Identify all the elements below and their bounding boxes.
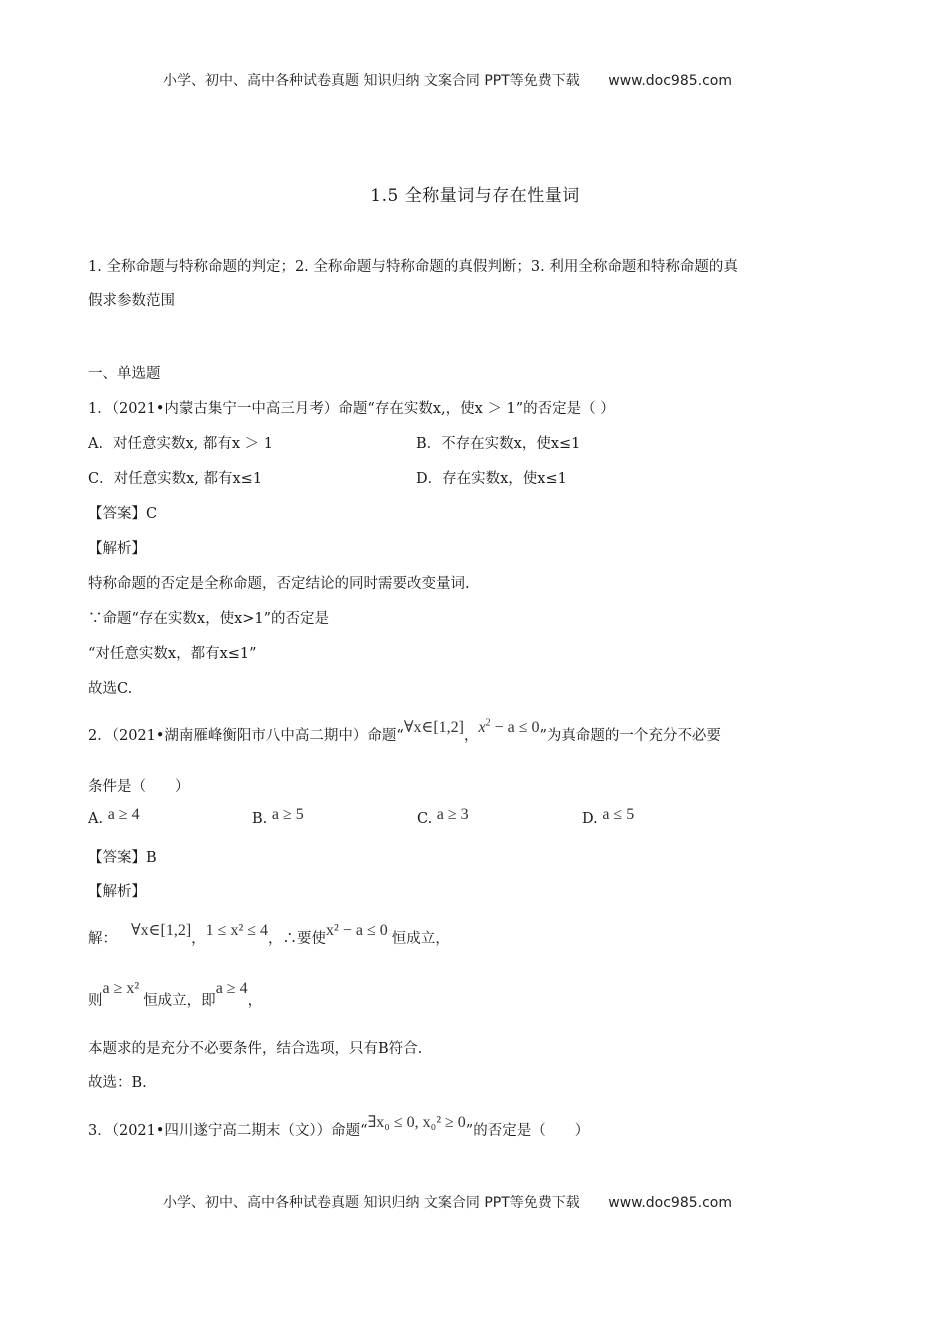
q2-math-rest: − a ≤ 0 [490,719,540,736]
q2-solution-line-1 [88,922,450,948]
q2-stem-line-2: 条件是（ ） [88,779,190,795]
footer-text: 小学、初中、高中各种试卷真题 知识归纳 文案合同 PPT等免费下载 [163,1195,580,1211]
sol-prefix: 则 [88,993,103,1009]
q2-math-ineq [479,719,540,736]
q3-stem-suffix: ”的否定是（ ） [465,1123,590,1139]
q2-solution-line-3: 本题求的是充分不必要条件，结合选项，只有B符合. [88,1041,423,1057]
option-prefix: D. [582,811,598,827]
page-title: 1.5 全称量词与存在性量词 [370,186,580,206]
q1-stem: 1．（2021•内蒙古集宁一中高三月考）命题“存在实数x,，使x ＞ 1”的否定是（ ） [88,401,615,417]
sol-sep: ，∴要使 [268,931,327,947]
q2-analysis-heading: 【解析】 [88,884,146,900]
q2-math-exp: 2 [485,717,491,729]
sol-mid: 恒成立，即 [143,993,216,1009]
q1-analysis-line: 故选C. [88,681,133,697]
section-heading: 一、单选题 [88,366,161,382]
q1-option-d[interactable]: D．存在实数x，使x≤1 [416,471,567,487]
q1-analysis-line: 特称命题的否定是全称命题，否定结论的同时需要改变量词. [88,576,470,592]
header-url[interactable]: www.doc985.com [608,73,732,89]
q2-answer: 【答案】B [88,850,157,866]
page-header [163,70,732,90]
sol-prefix: 解： [88,931,117,947]
q3-stem [88,1114,590,1140]
intro-line-2: 假求参数范围 [88,293,175,309]
q1-option-b[interactable]: B．不存在实数x，使x≤1 [416,436,581,452]
q2-solution-line-2 [88,980,263,1010]
q1-answer: 【答案】C [88,506,158,522]
q2-stem-prefix: 2．（2021•湖南雁峰衡阳市八中高二期中）命题“ [88,728,404,744]
q2-option-b[interactable] [252,806,304,828]
q2-option-d[interactable] [582,806,635,828]
option-math: a ≥ 4 [107,806,140,823]
q2-math-forall: ∀x∈[1,2] [403,719,464,736]
sol-math: a ≥ 4 [215,980,248,997]
q2-stem-suffix: ”为真命题的一个充分不必要 [539,728,721,744]
option-prefix: C. [417,811,433,827]
option-math: a ≤ 5 [602,806,635,823]
q3-math: ∃x₀ ≤ 0, x₀² ≥ 0 [367,1114,466,1131]
q2-stem-sep: ， [464,728,479,744]
q2-math-var: x [478,719,486,736]
intro-line-1: 1. 全称命题与特称命题的判定；2. 全称命题与特称命题的真假判断；3. 利用全称命题和特称命题的真 [88,259,738,275]
sol-sep: ， [191,931,206,947]
sol-math: x² − a ≤ 0 [326,922,388,939]
q2-stem [88,717,721,745]
q3-stem-prefix: 3．（2021•四川遂宁高二期末（文））命题“ [88,1123,368,1139]
q1-analysis-line: ∵命题“存在实数x，使x>1”的否定是 [88,611,330,627]
option-prefix: A. [88,811,104,827]
option-prefix: B. [252,811,268,827]
sol-suffix: ， [247,993,263,1009]
q2-solution-line-4: 故选：B. [88,1075,147,1091]
q1-option-c[interactable]: C．对任意实数x, 都有x≤1 [88,471,263,487]
q1-option-a[interactable]: A．对任意实数x, 都有x ＞ 1 [88,436,273,452]
q2-option-c[interactable] [417,806,469,828]
sol-math: a ≥ x² [102,980,140,997]
q1-analysis-line: “对任意实数x，都有x≤1” [88,646,257,662]
q1-analysis-heading: 【解析】 [88,541,146,557]
sol-suffix: 恒成立， [391,931,450,947]
option-math: a ≥ 3 [436,806,469,823]
sol-math: ∀x∈[1,2] [131,922,192,939]
header-text: 小学、初中、高中各种试卷真题 知识归纳 文案合同 PPT等免费下载 [163,73,580,89]
option-math: a ≥ 5 [271,806,304,823]
footer-url[interactable]: www.doc985.com [608,1195,732,1211]
q2-option-a[interactable] [88,806,140,828]
page-footer [163,1192,732,1212]
sol-math: 1 ≤ x² ≤ 4 [205,922,269,939]
